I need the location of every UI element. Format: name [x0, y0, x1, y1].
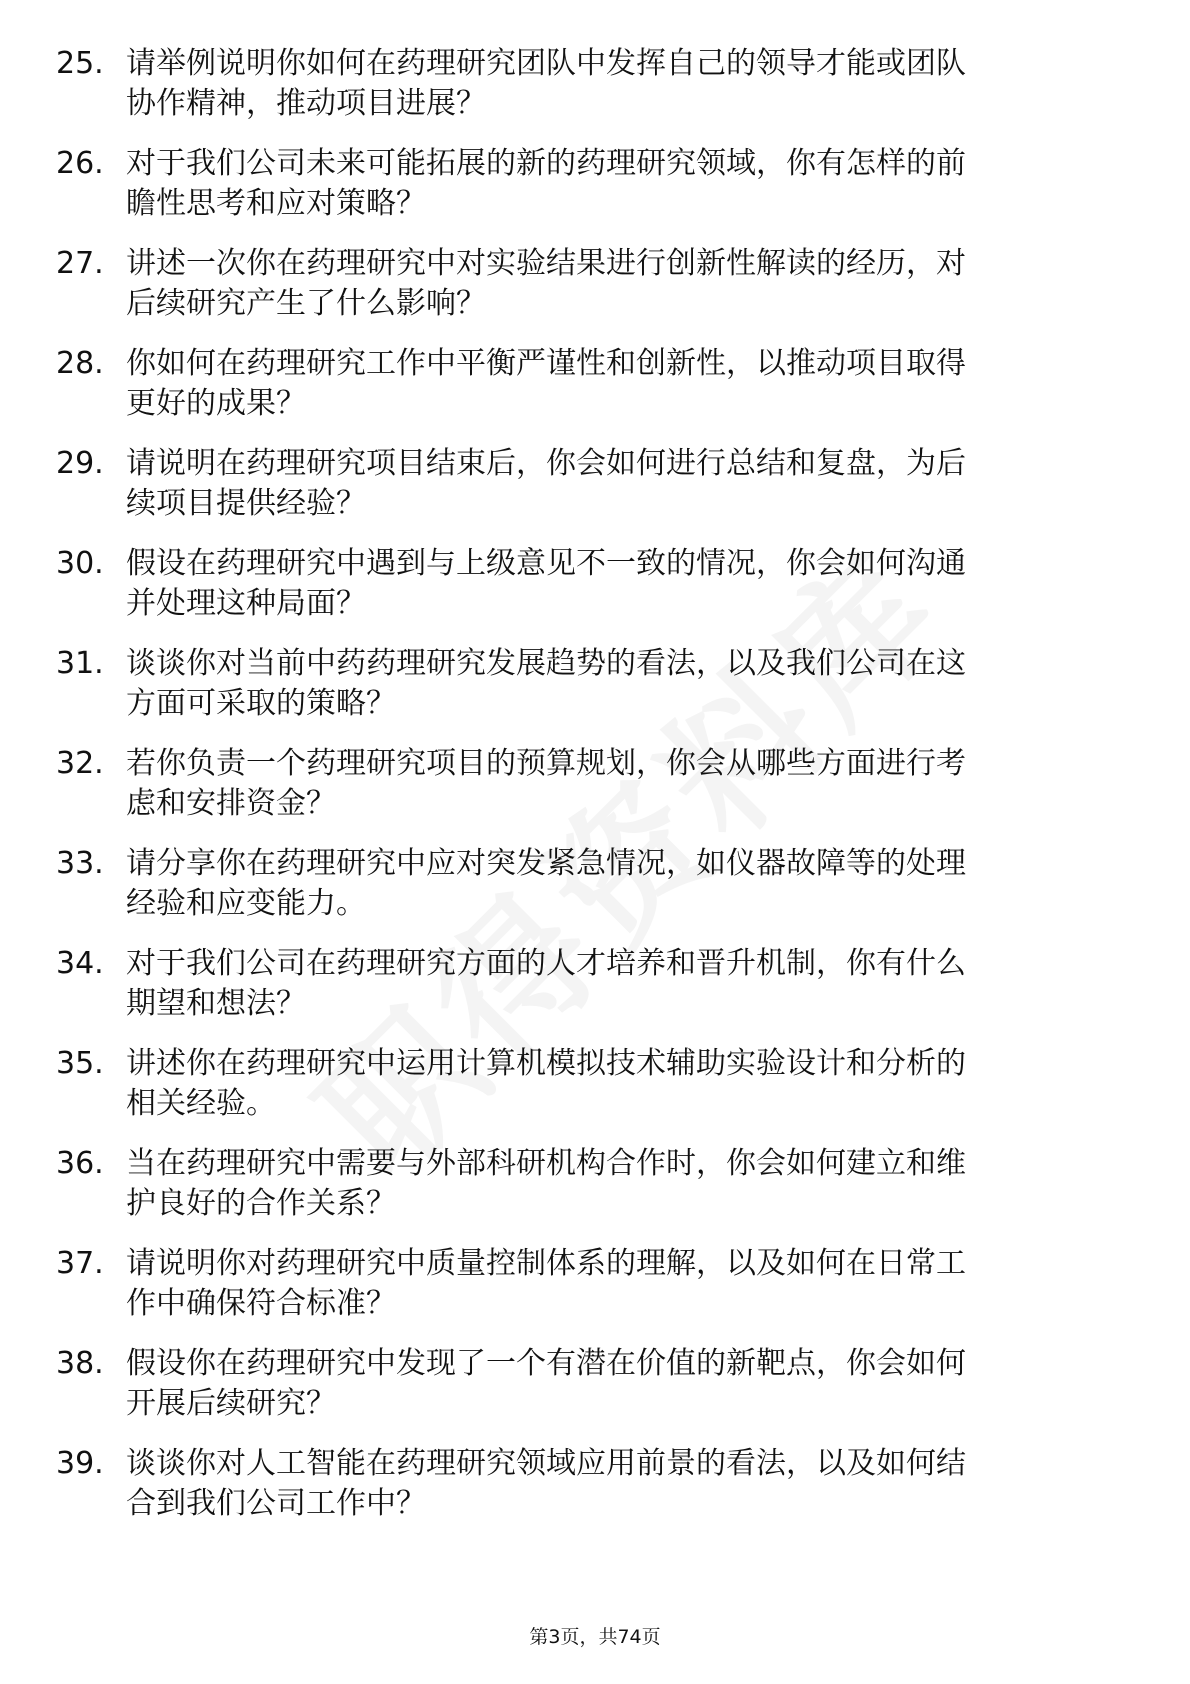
question-item [0, 944, 1190, 1044]
question-text: 讲述一次你在药理研究中对实验结果进行创新性解读的经历，对 后续研究产生了什么影响？ [126, 246, 966, 321]
question-text: 若你负责一个药理研究项目的预算规划，你会从哪些方面进行考 虑和安排资金？ [126, 746, 966, 821]
question-number: 37. [56, 1246, 104, 1281]
question-number: 35. [56, 1046, 104, 1081]
question-number: 33. [56, 846, 104, 881]
question-item [0, 144, 1190, 244]
question-text: 请说明你对药理研究中质量控制体系的理解，以及如何在日常工 作中确保符合标准？ [126, 1246, 966, 1321]
question-number: 38. [56, 1346, 104, 1381]
question-number: 36. [56, 1146, 104, 1181]
question-text: 讲述你在药理研究中运用计算机模拟技术辅助实验设计和分析的 相关经验。 [126, 1046, 966, 1121]
question-item [0, 1244, 1190, 1344]
question-item [0, 544, 1190, 644]
question-item [0, 744, 1190, 844]
question-item [0, 244, 1190, 344]
question-number: 31. [56, 646, 104, 681]
question-text: 对于我们公司在药理研究方面的人才培养和晋升机制，你有什么 期望和想法？ [126, 946, 966, 1021]
question-list [0, 44, 1190, 1544]
question-text: 谈谈你对人工智能在药理研究领域应用前景的看法，以及如何结 合到我们公司工作中？ [126, 1446, 966, 1521]
question-item [0, 844, 1190, 944]
page-footer: 第3页，共74页 [529, 1626, 661, 1648]
question-text: 请举例说明你如何在药理研究团队中发挥自己的领导才能或团队 协作精神，推动项目进展？ [126, 46, 966, 121]
question-item [0, 1344, 1190, 1444]
question-number: 25. [56, 46, 104, 81]
question-text: 你如何在药理研究工作中平衡严谨性和创新性，以推动项目取得 更好的成果？ [126, 346, 966, 421]
question-number: 29. [56, 446, 104, 481]
question-text: 请分享你在药理研究中应对突发紧急情况，如仪器故障等的处理 经验和应变能力。 [126, 846, 966, 921]
question-text: 请说明在药理研究项目结束后，你会如何进行总结和复盘，为后 续项目提供经验？ [126, 446, 966, 521]
question-text: 假设你在药理研究中发现了一个有潜在价值的新靶点，你会如何 开展后续研究？ [126, 1346, 966, 1421]
question-text: 当在药理研究中需要与外部科研机构合作时，你会如何建立和维 护良好的合作关系？ [126, 1146, 966, 1221]
question-number: 26. [56, 146, 104, 181]
question-text: 对于我们公司未来可能拓展的新的药理研究领域，你有怎样的前 瞻性思考和应对策略？ [126, 146, 966, 221]
question-item [0, 1444, 1190, 1544]
question-item [0, 1144, 1190, 1244]
question-item [0, 1044, 1190, 1144]
question-number: 27. [56, 246, 104, 281]
question-item [0, 44, 1190, 144]
question-text: 谈谈你对当前中药药理研究发展趋势的看法，以及我们公司在这 方面可采取的策略？ [126, 646, 966, 721]
question-text: 假设在药理研究中遇到与上级意见不一致的情况，你会如何沟通 并处理这种局面？ [126, 546, 966, 621]
question-item [0, 644, 1190, 744]
question-number: 30. [56, 546, 104, 581]
question-number: 28. [56, 346, 104, 381]
question-item [0, 444, 1190, 544]
question-number: 32. [56, 746, 104, 781]
question-item [0, 344, 1190, 444]
question-number: 39. [56, 1446, 104, 1481]
question-number: 34. [56, 946, 104, 981]
